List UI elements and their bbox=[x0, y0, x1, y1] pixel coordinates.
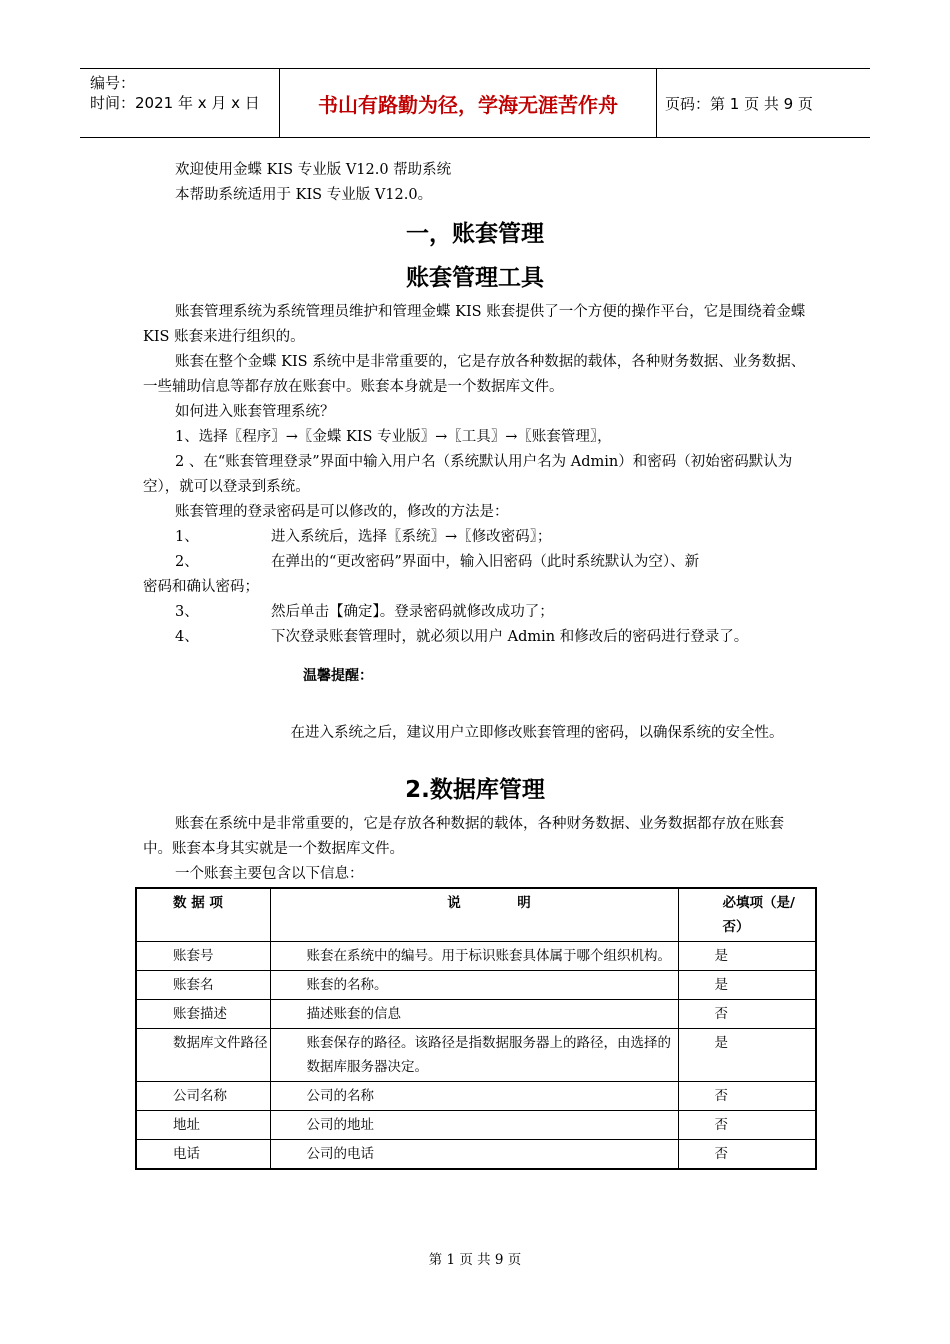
cell-required: 否 bbox=[678, 1082, 816, 1111]
step-text: 然后单击【确定】。登录密码就修改成功了； bbox=[271, 604, 554, 620]
paragraph: 账套在系统中是非常重要的，它是存放各种数据的载体，各种财务数据、业务数据都存放在账套中。账套本身其实就是一个数据库文件。 bbox=[143, 816, 784, 857]
section-title: 一，账套管理 bbox=[406, 221, 544, 247]
table-row bbox=[136, 971, 816, 1000]
document-body bbox=[143, 158, 807, 1170]
cell-required: 否 bbox=[678, 1000, 816, 1029]
col-header-item: 数 据 项 bbox=[136, 888, 270, 942]
col-header-required: 必填项（是/否） bbox=[678, 888, 816, 942]
header-motto: 书山有路勤为径，学海无涯苦作舟 bbox=[280, 69, 657, 137]
cell-required: 是 bbox=[678, 971, 816, 1000]
paragraph: 一个账套主要包含以下信息： bbox=[175, 866, 364, 882]
cell-item: 地址 bbox=[136, 1111, 270, 1140]
doc-number-label: 编号： bbox=[90, 74, 136, 92]
doc-time-label: 时间：2021 年 x 月 x 日 bbox=[90, 94, 260, 112]
cell-desc: 账套的名称。 bbox=[270, 971, 678, 1000]
step-number: 4、 bbox=[175, 629, 199, 645]
cell-desc: 公司的电话 bbox=[270, 1140, 678, 1170]
cell-required: 否 bbox=[678, 1111, 816, 1140]
intro-line-2: 本帮助系统适用于 KIS 专业版 V12.0。 bbox=[175, 187, 433, 203]
step-text: 进入系统后，选择〖系统〗→〖修改密码〗； bbox=[271, 529, 552, 545]
step-text: 下次登录账套管理时，就必须以用户 Admin 和修改后的密码进行登录了。 bbox=[271, 629, 749, 645]
step-number: 1、 bbox=[175, 529, 199, 545]
paragraph: 1、选择〖程序〗→〖金蝶 KIS 专业版〗→〖工具〗→〖账套管理〗， bbox=[175, 429, 612, 445]
header-page-label: 页码：第 1 页 共 9 页 bbox=[665, 94, 813, 113]
cell-item: 账套号 bbox=[136, 942, 270, 971]
step-item bbox=[143, 550, 807, 575]
cell-desc: 公司的名称 bbox=[270, 1082, 678, 1111]
cell-item: 电话 bbox=[136, 1140, 270, 1170]
step-text-continued: 密码和确认密码； bbox=[143, 579, 259, 595]
cell-item: 账套名 bbox=[136, 971, 270, 1000]
step-item bbox=[143, 525, 807, 550]
table-row bbox=[136, 1000, 816, 1029]
cell-item: 数据库文件路径 bbox=[136, 1029, 270, 1082]
cell-desc: 账套在系统中的编号。用于标识账套具体属于哪个组织机构。 bbox=[270, 942, 678, 971]
step-text: 在弹出的“更改密码”界面中，输入旧密码（此时系统默认为空）、新 bbox=[271, 554, 700, 570]
step-number: 3、 bbox=[175, 604, 199, 620]
account-info-table bbox=[135, 887, 817, 1170]
table-row bbox=[136, 942, 816, 971]
step-number: 2、 bbox=[175, 554, 199, 570]
header-meta bbox=[80, 69, 280, 137]
paragraph: 账套管理系统为系统管理员维护和管理金蝶 KIS 账套提供了一个方便的操作平台，它是围绕着金蝶 KIS 账套来进行组织的。 bbox=[143, 304, 806, 345]
table-header-row bbox=[136, 888, 816, 942]
cell-desc: 账套保存的路径。该路径是指数据服务器上的路径，由选择的数据库服务器决定。 bbox=[270, 1029, 678, 1082]
paragraph: 账套管理的登录密码是可以修改的，修改的方法是： bbox=[175, 504, 509, 520]
cell-required: 否 bbox=[678, 1140, 816, 1170]
cell-required: 是 bbox=[678, 1029, 816, 1082]
page-footer: 第 1 页 共 9 页 bbox=[428, 1252, 522, 1268]
paragraph: 如何进入账套管理系统？ bbox=[175, 404, 335, 420]
intro-line-1: 欢迎使用金蝶 KIS 专业版 V12.0 帮助系统 bbox=[175, 162, 452, 178]
table-row bbox=[136, 1082, 816, 1111]
paragraph: 账套在整个金蝶 KIS 系统中是非常重要的，它是存放各种数据的载体，各种财务数据、业务数据、一些辅助信息等都存放在账套中。账套本身就是一个数据库文件。 bbox=[143, 354, 806, 395]
col-header-desc: 说 明 bbox=[270, 888, 678, 942]
tip-title: 温馨提醒： bbox=[303, 668, 373, 684]
section-title-2: 2.数据库管理 bbox=[405, 777, 545, 803]
cell-required: 是 bbox=[678, 942, 816, 971]
cell-desc: 描述账套的信息 bbox=[270, 1000, 678, 1029]
page-header bbox=[80, 68, 870, 138]
table-row bbox=[136, 1140, 816, 1170]
subsection-title: 账套管理工具 bbox=[406, 265, 544, 291]
cell-item: 账套描述 bbox=[136, 1000, 270, 1029]
table-row bbox=[136, 1029, 816, 1082]
paragraph: 2 、在“账套管理登录”界面中输入用户名（系统默认用户名为 Admin）和密码（初始密码默认为空），就可以登录到系统。 bbox=[143, 454, 793, 495]
cell-desc: 公司的地址 bbox=[270, 1111, 678, 1140]
table-row bbox=[136, 1111, 816, 1140]
step-item bbox=[143, 625, 807, 650]
tip-body: 在进入系统之后，建议用户立即修改账套管理的密码，以确保系统的安全性。 bbox=[290, 725, 784, 741]
step-item bbox=[143, 600, 807, 625]
cell-item: 公司名称 bbox=[136, 1082, 270, 1111]
